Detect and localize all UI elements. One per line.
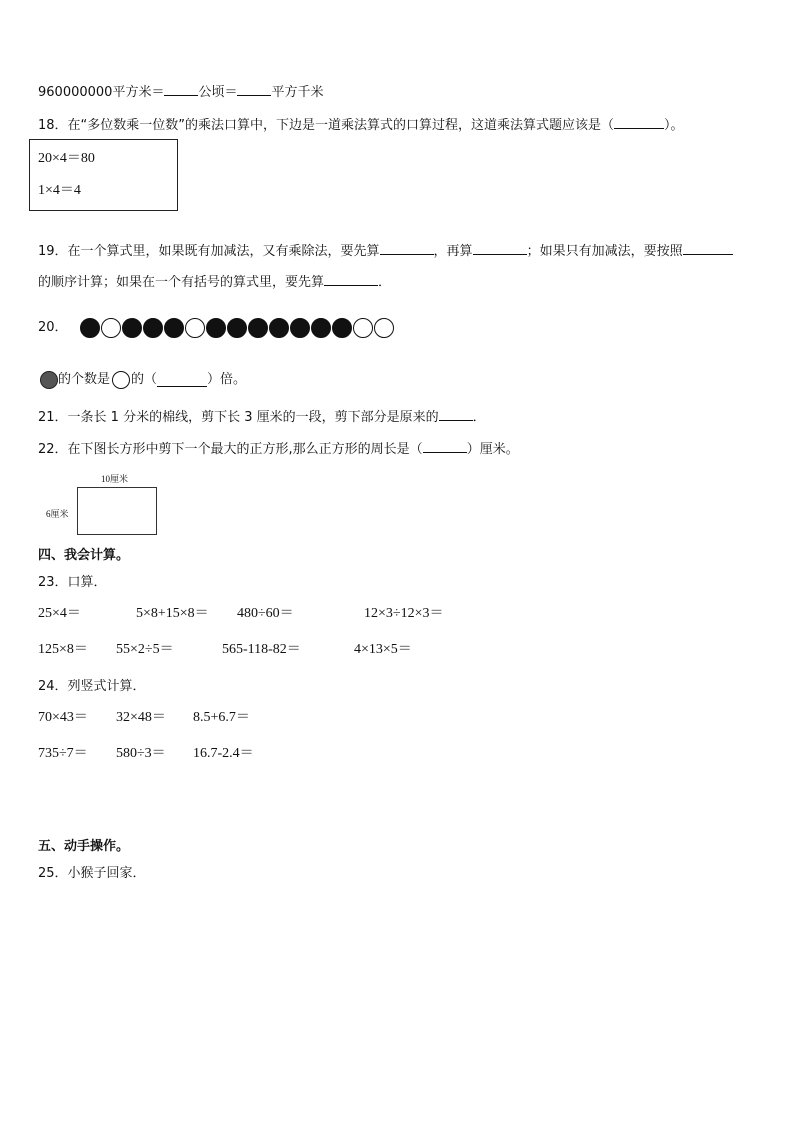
q22-text: 22．在下图长方形中剪下一个最大的正方形,那么正方形的周长是（ <box>38 442 423 457</box>
q23-item-4: 12×3÷12×3＝ <box>364 606 444 621</box>
filled-circle-icon <box>164 318 184 338</box>
filled-circle-icon <box>227 318 247 338</box>
q20-blank[interactable] <box>157 373 207 387</box>
q18-question <box>38 115 684 135</box>
q18-blank[interactable] <box>614 115 664 129</box>
q19-blank-1[interactable] <box>380 241 434 255</box>
q19-blank-2[interactable] <box>473 241 527 255</box>
q21-question <box>38 407 486 427</box>
empty-circle-icon <box>185 318 205 338</box>
q18-calc-box <box>29 139 178 211</box>
empty-circle-icon <box>374 318 394 338</box>
q19-text-3: ；如果只有加减法，要按照 <box>526 244 683 259</box>
q24-item-6: 16.7-2.4＝ <box>193 746 254 761</box>
q17-blank-2[interactable] <box>237 82 271 96</box>
q18-calc-line-1: 20×4＝80 <box>38 151 95 166</box>
q23-item-8: 4×13×5＝ <box>354 642 412 657</box>
q23-item-3: 480÷60＝ <box>237 606 294 621</box>
q23-item-7: 565-118-82＝ <box>222 642 301 657</box>
q22-side-label: 6厘米 <box>46 509 69 519</box>
q21-blank[interactable] <box>439 407 473 421</box>
empty-circle-icon <box>101 318 121 338</box>
q19-text-4: 的顺序计算；如果在一个有括号的算式里，要先算 <box>38 275 325 290</box>
q24-title: 24．列竖式计算． <box>38 679 146 694</box>
filled-circle-icon <box>80 318 100 338</box>
q24-item-3: 8.5+6.7＝ <box>193 710 250 725</box>
filled-circle-icon <box>332 318 352 338</box>
q19-blank-3[interactable] <box>683 241 733 255</box>
q24-item-2: 32×48＝ <box>116 710 166 725</box>
q22-end: ）厘米。 <box>466 442 519 457</box>
section-4-heading: 四、我会计算。 <box>38 548 130 563</box>
q20-text-2: 的（ <box>131 372 158 387</box>
q24-item-1: 70×43＝ <box>38 710 88 725</box>
q20-text-1: 的个数是 <box>58 372 111 387</box>
q20-answer-line <box>40 370 246 391</box>
empty-circle-icon <box>353 318 373 338</box>
q19-text-1: 19．在一个算式里，如果既有加减法，又有乘除法，要先算 <box>38 244 380 259</box>
q17-blank-1[interactable] <box>164 82 198 96</box>
filled-circle-icon <box>206 318 226 338</box>
q19-blank-4[interactable] <box>324 272 378 286</box>
section-5-heading: 五、动手操作。 <box>38 839 130 854</box>
q20-number: 20． <box>38 320 68 335</box>
q25-title: 25．小猴子回家． <box>38 866 146 881</box>
q19-text-2: ，再算 <box>433 244 473 259</box>
q23-item-6: 55×2÷5＝ <box>116 642 174 657</box>
q22-rectangle <box>77 487 157 535</box>
q23-item-2: 5×8+15×8＝ <box>136 606 209 621</box>
q22-top-label: 10厘米 <box>101 474 129 484</box>
gray-circle-icon <box>40 371 58 389</box>
q23-title: 23．口算． <box>38 575 107 590</box>
empty-circle-icon <box>112 371 130 389</box>
q17-line <box>38 82 323 102</box>
q19-line-2 <box>38 272 391 292</box>
q21-text: 21．一条长 1 分米的棉线，剪下长 3 厘米的一段，剪下部分是原来的 <box>38 410 439 425</box>
q17-text-3: 平方千米 <box>271 85 324 100</box>
filled-circle-icon <box>290 318 310 338</box>
q20-circle-row <box>80 321 395 336</box>
q24-item-4: 735÷7＝ <box>38 746 88 761</box>
q20-line <box>38 318 395 339</box>
q20-text-3: ）倍。 <box>207 372 247 387</box>
q23-item-5: 125×8＝ <box>38 642 88 657</box>
q19-text-5: ． <box>378 275 392 290</box>
filled-circle-icon <box>311 318 331 338</box>
q21-end: ． <box>472 410 486 425</box>
q18-calc-line-2: 1×4＝4 <box>38 183 81 198</box>
q23-item-1: 25×4＝ <box>38 606 81 621</box>
q22-question <box>38 439 519 459</box>
filled-circle-icon <box>269 318 289 338</box>
q18-end: ）。 <box>664 118 684 133</box>
q19-line-1 <box>38 241 733 261</box>
q22-blank[interactable] <box>423 439 467 453</box>
q17-text-2: 公顷＝ <box>198 85 238 100</box>
q17-text-1: 960000000平方米＝ <box>38 85 165 100</box>
filled-circle-icon <box>143 318 163 338</box>
filled-circle-icon <box>122 318 142 338</box>
filled-circle-icon <box>248 318 268 338</box>
q24-item-5: 580÷3＝ <box>116 746 166 761</box>
q18-text: 18．在“多位数乘一位数”的乘法口算中，下边是一道乘法算式的口算过程，这道乘法算式题应该是（ <box>38 118 615 133</box>
